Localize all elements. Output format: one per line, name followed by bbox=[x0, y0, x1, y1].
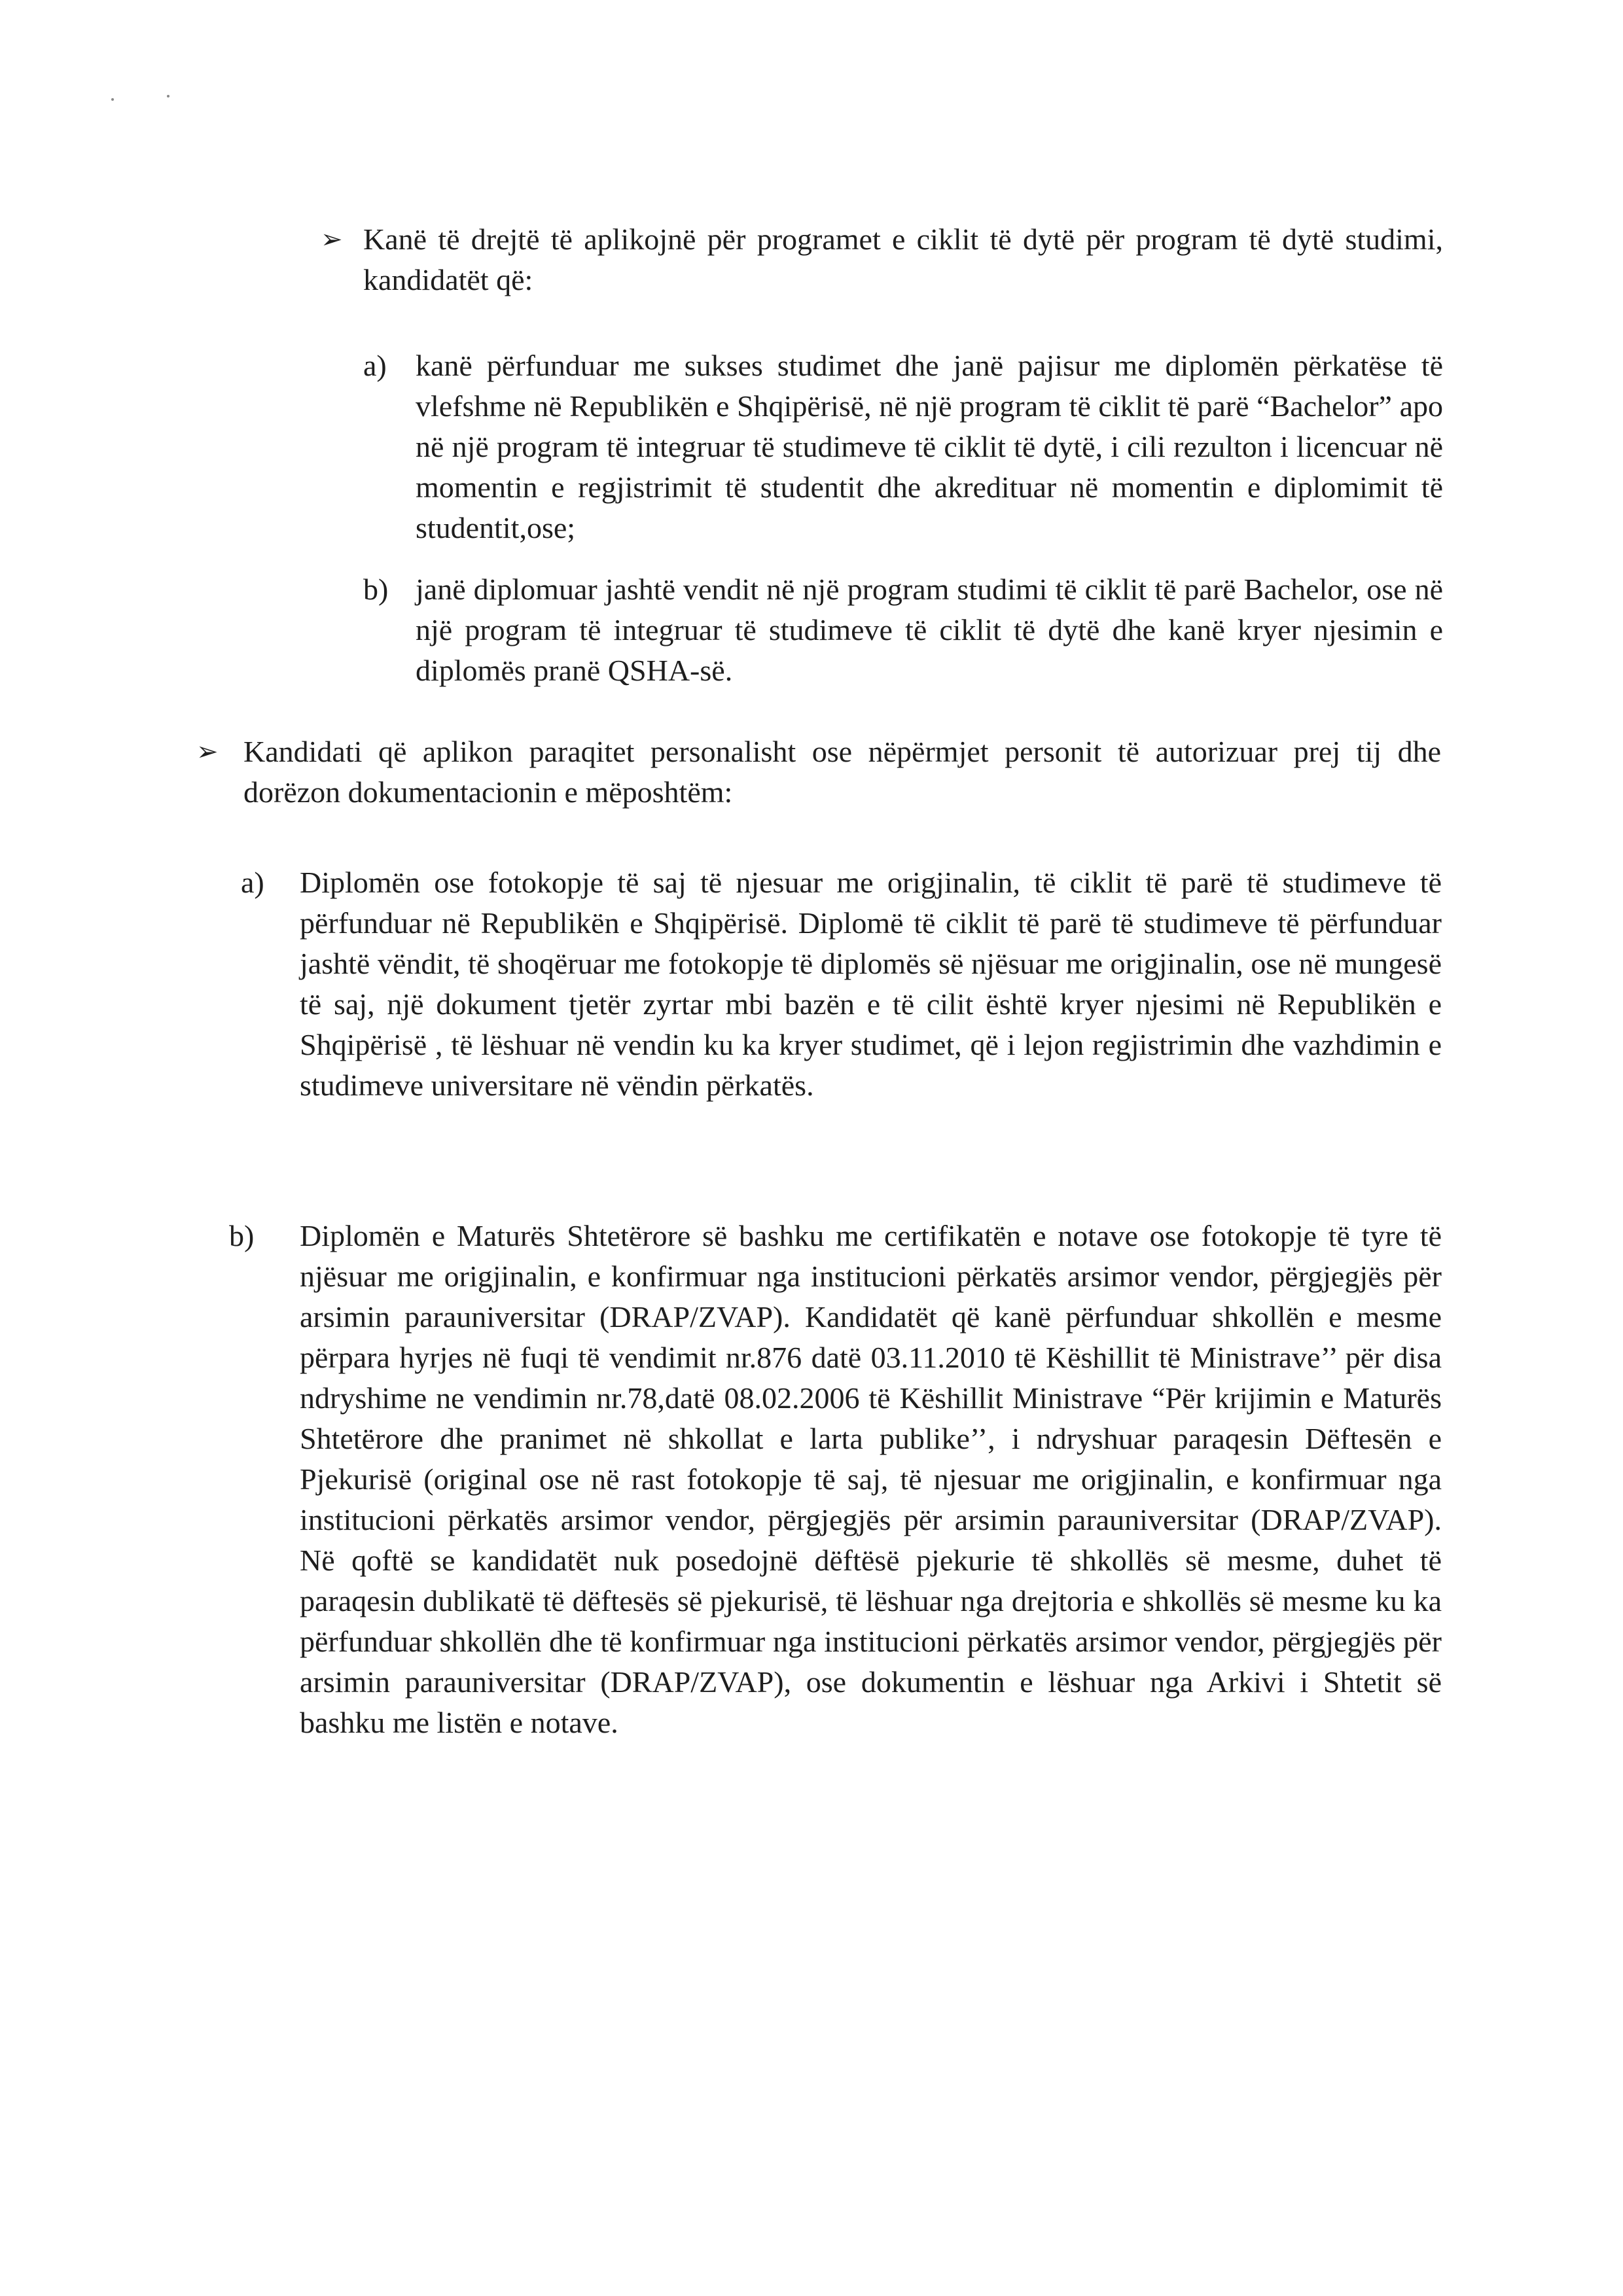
section2-intro: Kandidati që aplikon paraqitet personalisht ose nëpërmjet personit të autorizuar prej tij dhe dorëzon dokumentacionin e mëposhtëm: bbox=[243, 735, 1441, 809]
item-text: Diplomën e Maturës Shtetërore së bashku me certifikatën e notave ose fotokopje të tyre të njësuar me origjinalin, e konfirmuar nga institucioni përkatës arsimor vendor, përgjegjës për arsimin parauniversitar (DRAP/ZVAP). Kandidatët që kanë përfunduar shkollën e mesme përpara hyrjes në fuqi të vendimit nr.876 datë 03.11.2010 të Këshillit të Ministrave’’ për disa ndryshime ne vendimin nr.78,datë 08.02.2006 të Këshillit Ministrave “Për krijimin e Maturës Shtetërore dhe pranimet në shkollat e larta publike’’, i ndryshuar paraqesin Dëftesën e Pjekurisë (original ose në rast fotokopje të saj, të njesuar me origjinalin, e konfirmuar nga institucioni përkatës arsimor vendor, përgjegjës për arsimin parauniversitar (DRAP/ZVAP). Në qoftë se kandidatët nuk posedojnë dëftësë pjekurie të shkollës së mesme, duhet të paraqesin dublikatë të dëftesës së pjekurisë, të lëshuar nga drejtoria e shkollës së mesme ku ka përfunduar shkollën dhe të konfirmuar nga institucioni përkatës arsimor vendor, përgjegjës për arsimin parauniversitar (DRAP/ZVAP), ose dokumentin e lëshuar nga Arkivi i Shtetit së bashku me listën e notave. bbox=[300, 1219, 1442, 1739]
scan-speck bbox=[167, 95, 169, 97]
bullet-arrow-icon: ➢ bbox=[321, 224, 343, 255]
scan-speck bbox=[111, 98, 114, 101]
item-text: Diplomën ose fotokopje të saj të njesuar me origjinalin, të ciklit të parë të studimeve të përfunduar në Republikën e Shqipërisë. Diplomë të ciklit të parë të studimeve të përfunduar jashtë vëndit, të shoqëruar me fotokopje të diplomës së njësuar me origjinalin, ose në mungesë të saj, një dokument tjetër zyrtar mbi bazën e të cilit është kryer njesimi në Republikën e Shqipërisë , të lëshuar në vendin ku ka kryer studimet, që i lejon regjistrimin dhe vazhdimin e studimeve universitare në vëndin përkatës. bbox=[300, 866, 1442, 1102]
item-label: a) bbox=[241, 866, 264, 899]
item-text: janë diplomuar jashtë vendit në një program studimi të ciklit të parë Bachelor, ose në një program të integruar të studimeve të ciklit të dytë dhe kanë kryer njesimin e diplomës pranë QSHA-së. bbox=[416, 573, 1443, 687]
section1-intro: Kanë të drejtë të aplikojnë për programet e ciklit të dytë për program të dytë studimi, kandidatët që: bbox=[363, 222, 1443, 296]
item-label: b) bbox=[363, 573, 389, 606]
item-label: a) bbox=[363, 349, 387, 382]
bullet-arrow-icon: ➢ bbox=[196, 737, 219, 767]
item-label: b) bbox=[229, 1219, 255, 1252]
item-text: kanë përfunduar me sukses studimet dhe janë pajisur me diplomën përkatëse të vlefshme në Republikën e Shqipërisë, në një program të ciklit të parë “Bachelor” apo në një program të integruar të studimeve të ciklit të dytë, i cili rezulton i licencuar në momentin e regjistrimit të studentit dhe akredituar në momentin e diplomimit të studentit,ose; bbox=[416, 349, 1443, 544]
